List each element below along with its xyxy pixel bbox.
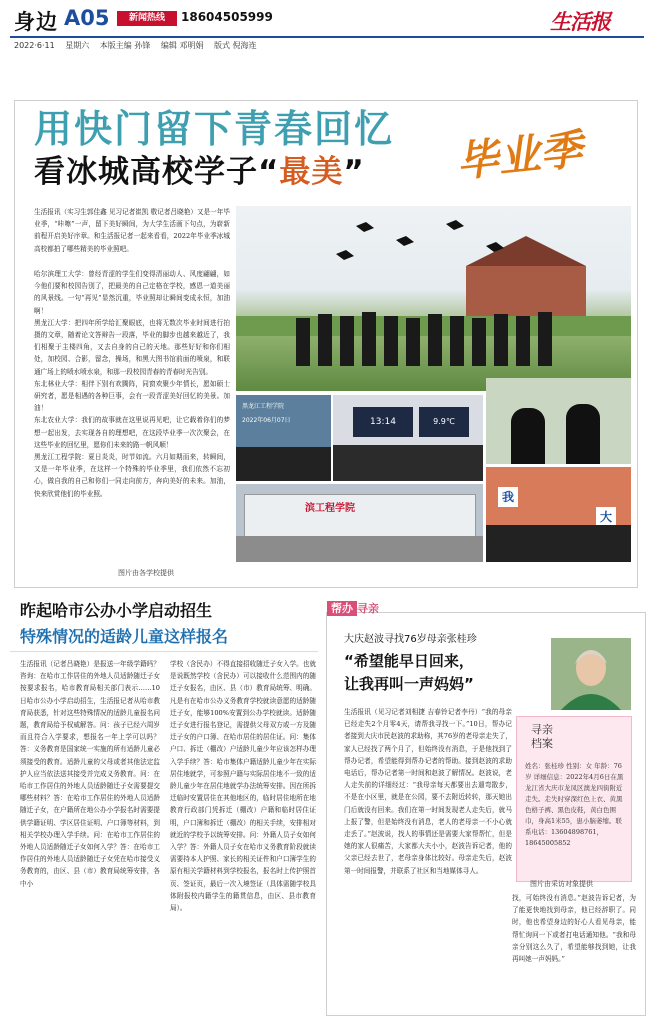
bus-text: 滨工程学院 xyxy=(305,503,355,514)
bus-jump-photo xyxy=(236,484,483,562)
graduation-season-seal: 毕业季 xyxy=(454,124,585,187)
section-name: 身边 xyxy=(14,10,58,34)
banner-char-2: 大 xyxy=(596,507,616,527)
right-article-body: 生活报讯（见习记者刘相捷 吉春铃记者李丹）“我的母亲已经走失2个月零4天，请帮我寻找一下。”10日，帮办记者接到大庆市民赵波的求助称，其76岁的老母亲走失了，家人已经找了两个月了，但始终没有消息，于是他找到了帮办记者，希望能得到帮办记者的帮助。接到赵波的求助电话后，帮办记者第一时间和赵波了解情况。赵波说，老人走失前的详细经过：“我母亲每天都要出去遛弯散步，不是在小区里，就是在公园，要不去附近转转，那天她出门后就没有回来。我们在第一时间发现老人走失后，就马上报了警，但是始终没有消息，老人的老母亲一不小心就走丢了。”赵波说，找人的事情还是需要大家帮帮忙，但是她的家人很痛苦，大家都大夫小小，赵波告诉记者，他的父亲已经去世了，老母亲身体比较好。母亲走失后，赵波第一时间报警，并联系了社区和当地媒体寻人。 xyxy=(344,708,512,875)
card-body: 姓名：张桂珍 性别：女 年龄：76岁 详细信息：2022年4月6日在黑龙江省大庆市龙凤区澳龙四街附近走失。走失时穿深红色上衣、黄黑色格子裤、黑色皮鞋，黄白色围巾，身高1米55，患小脑萎缩。联系电话：13604898761，18645005852 xyxy=(525,762,624,847)
feature-p1: 哈尔滨理工大学：曾经青涩的学生们变得清丽动人、风度翩翩，如今他们要和校园告别了，把最美的自己定格在学校，感恩一道美丽的风景线。一句“再见”显然沉重，毕业照却让瞬间变成永恒，加油啊！ xyxy=(34,270,230,315)
hotline-badge: 新闻热线 xyxy=(117,11,177,26)
graduates-row xyxy=(236,447,331,481)
group-graduation-photo xyxy=(236,206,631,391)
sign-date: 2022年06月07日 xyxy=(242,417,291,424)
led-board-photo xyxy=(333,395,483,481)
feature-p2: 黑龙江大学：把四年所学给汇聚眼底，也将无数次毕业时间进行拍摄的文章，随着论文答辩告一段落，毕业的脚步也越来越近了，我们相聚于主楼四角，又去自身的自己的天地。那些好好和你们相处，加校园、合影，留念，操场，和黑大图书馆前面的喷泉，和联通广场上的喷水喷水泉，和那一段校园青春的青春时光告别。 xyxy=(34,318,230,376)
feature-p5: 黑龙江工程学院：夏日炎炎，时节如流。六月如期而来，转瞬间，又是一年毕业季，在这样一个特殊的毕业季里，我们依然不忘初心，做自我的自己和你们一同走向前方，奔向美好的未来。加油，快来欣赏他们的毕业照。 xyxy=(34,453,230,498)
feature-title-suffix: ” xyxy=(343,154,365,190)
feature-p4: 东北农业大学：我们的故事就在这里说再见吧，让它载着你们的梦想一起出发，去实现各自的理想吧，在这段毕业季一次次聚会，在这些毕业的回忆里，愿你们未来的路一帆风顺！ xyxy=(34,416,230,449)
feature-p0: 生活报讯（实习生郭佳鑫 见习记者崔凯 敬记者吕晓艳）又是一年毕业季，“咔嚓”一声，留下美好瞬间，为大学生活画下句点，为崭新前程开启美好序章。和生活报记者一起来看看，2022年毕业季冰城高校都拍了哪些精美的毕业照吧。 xyxy=(34,208,230,253)
issue-date: 2022·6·11 xyxy=(14,41,55,50)
left-article-rule xyxy=(10,651,318,652)
right-article-body-cont xyxy=(344,886,512,1006)
right-title-line1: “希望能早日回来， xyxy=(344,652,474,670)
issue-weekday: 星期六 xyxy=(65,41,90,50)
portrait-illustration xyxy=(551,638,631,710)
road xyxy=(236,536,483,562)
banner-char-1: 我 xyxy=(498,487,518,507)
left-article-col2: 学校（含民办）不得直接招收随迁子女入学。也就是说既然学校（含民办）可以接收什么范围内的随迁子女报名，由区、县（市）教育局统筹、明确。凡是有在哈市公办义务教育学校就读意愿的适龄随迁子女，能够100%安置到公办学校就读。适龄随迁子女进行报名登记，需提供父母双方或一方及随迁子女的户口簿、在哈市居住的居住证。问：集体户口、拆迁（棚改）户适龄儿童少年应该怎样办理入学手续？答：哈市集体户籍适龄儿童少年在实际居住地就学，可参照户籍与实际居住地不一致的适龄儿童少年在居住地就学办法统筹安排。因在所拆迁临时安置居住在其他地区的，临时居住地所在地教育行政部门凭拆迁（棚改）户籍和临时居住证明，户口簿和拆迁（棚改）的相关手续，安排相对就近的学校予以统筹安排。问：外籍人员子女如何入学？答：外籍人员子女在哈市义务教育阶段就读需要持本人护照、家长的相关证件和户口簿学生的原有相关学籍材料到学校报名，报名时上传护照首页、签证页，最后一次入境签证（具体需随学校具体附报校内籍学生的籍贯信息，由区、县市教育局）。 xyxy=(170,660,316,913)
right-article-title xyxy=(344,650,474,696)
two-graduates-photo xyxy=(486,378,631,464)
school-sign-photo xyxy=(236,395,331,481)
right-title-line2: 让我再叫一声妈妈” xyxy=(344,675,474,693)
feature-title-highlight: 最美 xyxy=(279,154,344,190)
issue-meta xyxy=(14,40,265,51)
group-photo-illustration xyxy=(236,206,631,391)
card-title xyxy=(531,723,553,751)
board-time: 13:14 xyxy=(353,407,413,437)
left-article-title1: 昨起哈市公办小学启动招生 xyxy=(20,601,213,620)
feature-p3: 东北林业大学：相伴下别有欢腾阵，同窗欢聚少年情长，愿如硕士研究者，愿是相遇的各种巨事，会有一段青涩美好回忆的美景。加油！ xyxy=(34,379,230,413)
left-article-col1: 生活报讯（记者吕晓艳）是报送一年级学籍吗？咨询：在哈市工作居住的外地人员适龄随迁子女按要求报名，哈市教育局相关部门表示……10日哈市公办小学启动招生，生活报记者从哈市教育局获悉，针对这些特殊情况的适龄儿童报名问题，教育局给予权威解答。问：孩子已经六周岁而且符合入学要求，想报名一年上学可以吗？答：义务教育是国家统一实施的所有适龄儿童必须接受的教育。适龄儿童的父母或者其他法定监护人应当依法送其接受并完成义务教育。问：在哈市工作居住的外地人员适龄随迁子女需要提交哪些材料？答：在哈市工作居住的外地人员适龄随迁子女，在户籍所在地公办小学报名时需要提供学籍证明、学区居住证明、户口簿等材料，到相关学校办理入学手续。问：在哈市工作居住的外地人员适龄随迁子女如何入学？答：在哈市工作居住的外地人员适龄随迁子女凭在哈市接受义务教育的，由区、县（市）教育局统筹安排，各中小 xyxy=(20,660,160,888)
left-article-title2: 特殊情况的适龄儿童这样报名 xyxy=(20,627,229,646)
right-article-subtitle: 大庆赵波寻找76岁母亲张桂珍 xyxy=(344,634,477,645)
right-article-body2: 找，可始终没有消息。”赵波告诉记者，为了能更快地找到母亲，他已经辞职了。同时，他也希望身边的好心人看见母亲，能帮忙询问一下或者打电话通知他。“我和母亲分别这么久了，希望能够找到她，让我再叫她一声妈妈。” xyxy=(512,894,636,964)
feature-photo-credit: 图片由各学校提供 xyxy=(118,569,174,577)
graduates-row-2 xyxy=(333,445,483,481)
bus-body xyxy=(244,494,476,538)
graduate-figure xyxy=(511,408,545,464)
banner-group-photo xyxy=(486,467,631,562)
header-rule xyxy=(10,36,644,38)
graduates-row-3 xyxy=(486,525,631,562)
board-temp: 9.9℃ xyxy=(419,407,469,437)
newspaper-logo: 生活报 xyxy=(550,10,610,34)
editor: 编辑 邓明娟 xyxy=(160,41,204,50)
page-number: A05 xyxy=(64,6,110,30)
feature-title-line1: 用快门留下青春回忆 xyxy=(34,107,395,151)
hotline-number: 18604505999 xyxy=(181,10,273,24)
proofreader: 版式 倪海连 xyxy=(214,41,257,50)
feature-title-line2 xyxy=(34,146,365,191)
card-title-2: 档案 xyxy=(531,737,553,750)
graduate-figure xyxy=(566,404,600,464)
search-profile-card xyxy=(516,716,632,882)
sign-text: 黑龙江工程学院 xyxy=(242,403,285,410)
card-title-1: 寻亲 xyxy=(531,723,553,736)
feature-paragraphs xyxy=(34,268,230,558)
card-caption: 图片由采访对象提供 xyxy=(530,880,593,888)
help-tab xyxy=(327,600,379,616)
chief-editor: 本版主编 孙锋 xyxy=(99,41,151,50)
missing-person-portrait xyxy=(551,638,631,710)
help-tab-b: 寻亲 xyxy=(357,602,379,615)
feature-title-prefix: 看冰城高校学子“ xyxy=(34,154,280,190)
help-tab-a: 帮办 xyxy=(327,601,357,616)
